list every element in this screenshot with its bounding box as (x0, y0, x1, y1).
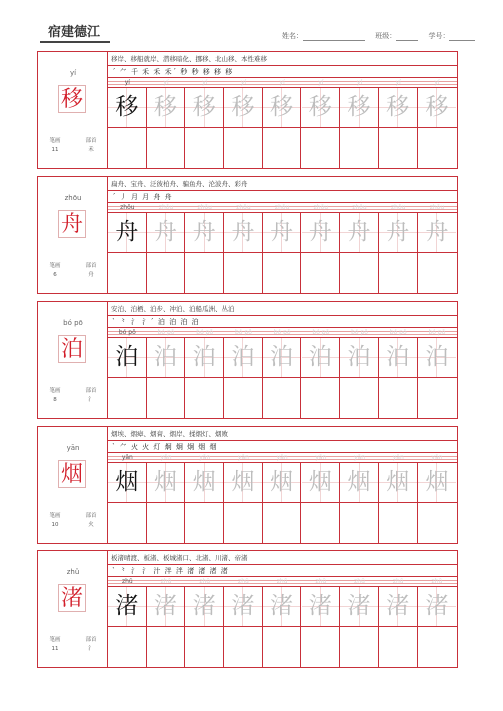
char-block (37, 176, 458, 294)
tracing-cell[interactable]: 舟 (340, 213, 379, 252)
writing-cell[interactable] (418, 627, 457, 667)
pinyin-cell: bó pō (428, 329, 446, 336)
tracing-cell[interactable]: 烟 (302, 463, 341, 502)
tracing-cell[interactable]: 舟 (108, 213, 147, 252)
tracing-cell[interactable]: 烟 (185, 463, 224, 502)
writing-cell[interactable] (147, 128, 186, 168)
writing-row (108, 253, 457, 293)
word-list: 移岸、移船就岸、潜移暗化、挪移、北山移、本性难移 (108, 52, 457, 66)
char-block (37, 301, 458, 419)
writing-cell[interactable] (147, 627, 186, 667)
char-pinyin: bó pō (63, 319, 83, 327)
practice-panel (108, 427, 457, 543)
practice-panel (108, 177, 457, 293)
pinyin-cell: zhǔ (238, 578, 249, 585)
tracing-cell[interactable]: 渚 (379, 587, 418, 626)
stroke-order: ˊ 丿 月 月 舟 舟 (108, 191, 457, 203)
pinyin-cell: zhǔ (354, 578, 365, 585)
tracing-cell[interactable]: 舟 (147, 213, 186, 252)
name-field[interactable] (303, 40, 365, 41)
pinyin-cell: yān (237, 454, 249, 461)
tracing-cell[interactable]: 移 (263, 88, 302, 127)
pinyin-cell: yí (202, 79, 208, 86)
stroke-count-value: 6 (53, 272, 57, 278)
stroke-order: ˋ ⺀ 氵 氵 汁 泮 泮 渚 渚 渚 渚 (108, 565, 457, 577)
class-label: 班级： (375, 32, 397, 40)
tracing-cell[interactable]: 移 (108, 88, 147, 127)
tracing-cell[interactable]: 泊 (108, 338, 147, 377)
pinyin-cell: yān (199, 454, 211, 461)
pinyin-cell: bó pō (312, 329, 330, 336)
radical (80, 387, 102, 405)
name-label: 姓名： (282, 32, 303, 40)
pinyin-cell: zhǔ (160, 578, 172, 585)
writing-row (108, 503, 457, 543)
pinyin-cell: yí (434, 79, 440, 86)
tracing-cell[interactable]: 泊 (224, 338, 263, 377)
tracing-cell[interactable]: 移 (147, 88, 186, 127)
pinyin-cell: bó pō (351, 329, 368, 336)
pinyin-cell: yān (354, 454, 366, 461)
pinyin-cell: yí (395, 79, 401, 86)
char-display: 泊 (58, 335, 86, 363)
writing-cell[interactable] (108, 378, 147, 418)
radical-label: 部首 (85, 388, 97, 394)
word-list: 板渚晴渡、板渚、板城渚口、北渚、川渚、帝渚 (108, 551, 457, 565)
title-underline (40, 41, 110, 43)
radical (80, 262, 102, 280)
radical-value: 火 (88, 522, 94, 528)
stroke-count (44, 137, 66, 155)
writing-cell[interactable] (379, 128, 418, 168)
tracing-cell[interactable]: 移 (185, 88, 224, 127)
char-info-panel (38, 551, 108, 667)
writing-row (108, 128, 457, 168)
tracing-cell[interactable]: 烟 (263, 463, 302, 502)
pinyin-cell: zhōu (429, 204, 445, 211)
tracing-row (108, 587, 457, 627)
writing-cell[interactable] (379, 378, 418, 418)
writing-row (108, 378, 457, 418)
stroke-count (44, 262, 66, 280)
id-label: 学号： (428, 32, 450, 40)
radical-value: 禾 (88, 147, 94, 153)
stroke-order: ˊ ⺈ 千 禾 禾 禾ˊ 秒 秒 移 移 移 (108, 66, 457, 78)
stroke-count-label: 笔画 (49, 138, 61, 144)
writing-cell[interactable] (418, 253, 457, 293)
pinyin-row (108, 328, 457, 338)
pinyin-cell: zhǔ (431, 578, 443, 585)
pinyin-cell: zhōu (236, 204, 251, 211)
radical-value: 氵 (88, 646, 94, 652)
tracing-cell[interactable]: 移 (302, 88, 341, 127)
writing-cell[interactable] (302, 128, 341, 168)
radical (80, 636, 102, 654)
pinyin-cell: yí (163, 79, 169, 86)
writing-cell[interactable] (147, 503, 186, 543)
char-display: 舟 (58, 210, 86, 238)
char-display: 移 (58, 85, 86, 113)
writing-cell[interactable] (302, 503, 341, 543)
pinyin-cell: zhōu (158, 204, 174, 211)
tracing-cell[interactable]: 渚 (108, 587, 147, 626)
stroke-count-value: 8 (53, 397, 57, 403)
pinyin-cell: zhǔ (392, 578, 404, 585)
stroke-count (44, 512, 66, 530)
stroke-count (44, 387, 66, 405)
stroke-count-label: 笔画 (49, 388, 61, 394)
writing-cell[interactable] (340, 627, 379, 667)
char-block (37, 51, 458, 169)
char-info-panel (38, 427, 108, 543)
radical-value: 氵 (88, 397, 94, 403)
pinyin-cell: yí (279, 79, 285, 86)
writing-cell[interactable] (263, 253, 302, 293)
pinyin-cell: yān (315, 454, 327, 461)
pinyin-cell: yān (160, 454, 172, 461)
writing-cell[interactable] (302, 378, 341, 418)
char-block (37, 550, 458, 668)
char-pinyin: zhǔ (66, 568, 80, 576)
class-field[interactable] (396, 40, 418, 41)
student-info-fields (282, 31, 475, 41)
tracing-cell[interactable]: 渚 (185, 587, 224, 626)
char-info-panel (38, 177, 108, 293)
id-field[interactable] (449, 40, 475, 41)
worksheet-header (0, 0, 503, 44)
writing-cell[interactable] (185, 378, 224, 418)
writing-cell[interactable] (340, 128, 379, 168)
tracing-cell[interactable]: 泊 (185, 338, 224, 377)
writing-cell[interactable] (224, 128, 263, 168)
pinyin-cell: bó pō (389, 329, 407, 336)
writing-cell[interactable] (263, 128, 302, 168)
writing-cell[interactable] (108, 627, 147, 667)
char-pinyin: yān (66, 444, 80, 452)
pinyin-cell: zhǔ (199, 578, 211, 585)
tracing-row (108, 88, 457, 128)
char-pinyin: yí (69, 69, 77, 77)
pinyin-cell: yí (318, 79, 324, 86)
pinyin-cell: yān (392, 454, 404, 461)
char-info-panel (38, 302, 108, 418)
stroke-count-label: 笔画 (49, 263, 61, 269)
radical (80, 512, 102, 530)
pinyin-cell: yān (276, 454, 288, 461)
writing-cell[interactable] (418, 128, 457, 168)
radical-label: 部首 (85, 263, 97, 269)
writing-cell[interactable] (108, 503, 147, 543)
tracing-cell[interactable]: 烟 (340, 463, 379, 502)
char-pinyin: zhōu (64, 194, 82, 202)
pinyin-row (108, 577, 457, 587)
stroke-order: ˋ ⺀ 氵 氵ˊ 泊 泊 泊 泊 (108, 316, 457, 328)
tracing-cell[interactable]: 移 (224, 88, 263, 127)
pinyin-cell: zhōu (391, 204, 406, 211)
tracing-cell[interactable]: 烟 (224, 463, 263, 502)
stroke-count-label: 笔画 (49, 513, 61, 519)
tracing-cell[interactable]: 移 (340, 88, 379, 127)
writing-cell[interactable] (185, 627, 224, 667)
writing-cell[interactable] (418, 378, 457, 418)
char-display: 渚 (58, 584, 86, 612)
pinyin-cell: zhōu (274, 204, 290, 211)
word-list: 烟埃、烟瘴、烟膏、烟岸、揉烟灯、烟败 (108, 427, 457, 441)
tracing-cell[interactable]: 渚 (147, 587, 186, 626)
radical-value: 舟 (88, 272, 94, 278)
pinyin-cell: zhōu (352, 204, 367, 211)
writing-cell[interactable] (263, 503, 302, 543)
radical-label: 部首 (85, 138, 97, 144)
tracing-cell[interactable]: 泊 (340, 338, 379, 377)
stroke-order: ˋ ⺈ 火 火 灯 炯 炯 炯 烟 烟 (108, 441, 457, 453)
pinyin-cell: bó pō (196, 329, 214, 336)
radical-label: 部首 (85, 513, 97, 519)
writing-cell[interactable] (418, 503, 457, 543)
pinyin-cell: zhǔ (276, 578, 288, 585)
pinyin-row (108, 78, 457, 88)
pinyin-cell: yí (240, 79, 247, 86)
practice-panel (108, 551, 457, 667)
tracing-cell[interactable]: 泊 (147, 338, 186, 377)
word-list: 扁舟、宝舟、泛彼柏舟、骗鱼舟、沦波舟、彩舟 (108, 177, 457, 191)
writing-cell[interactable] (302, 253, 341, 293)
writing-cell[interactable] (263, 378, 302, 418)
writing-cell[interactable] (224, 503, 263, 543)
tracing-cell[interactable]: 舟 (302, 213, 341, 252)
tracing-cell[interactable]: 烟 (147, 463, 186, 502)
writing-cell[interactable] (185, 503, 224, 543)
tracing-cell[interactable]: 舟 (224, 213, 263, 252)
tracing-cell[interactable]: 渚 (340, 587, 379, 626)
writing-cell[interactable] (147, 378, 186, 418)
char-display: 烟 (58, 460, 86, 488)
stroke-count-label: 笔画 (49, 637, 61, 643)
tracing-cell[interactable]: 泊 (263, 338, 302, 377)
pinyin-cell: yí (356, 79, 363, 86)
stroke-count (44, 636, 66, 654)
pinyin-cell: bó pō (157, 329, 175, 336)
tracing-cell[interactable]: 渚 (418, 587, 457, 626)
tracing-cell[interactable]: 移 (379, 88, 418, 127)
worksheet-title: 宿建德江 (48, 25, 101, 40)
tracing-cell[interactable]: 泊 (418, 338, 457, 377)
pinyin-cell: zhǔ (315, 578, 327, 585)
pinyin-cell: yān (431, 454, 443, 461)
tracing-cell[interactable]: 移 (418, 88, 457, 127)
writing-cell[interactable] (224, 627, 263, 667)
pinyin-cell: bó pō (235, 329, 252, 336)
practice-panel (108, 52, 457, 168)
pinyin-cell: yān (121, 454, 133, 461)
pinyin-row (108, 453, 457, 463)
char-info-panel (38, 52, 108, 168)
pinyin-cell: yí (124, 79, 130, 86)
tracing-cell[interactable]: 舟 (379, 213, 418, 252)
pinyin-cell: zhōu (313, 204, 329, 211)
tracing-row (108, 338, 457, 378)
char-block (37, 426, 458, 544)
writing-cell[interactable] (379, 503, 418, 543)
tracing-cell[interactable]: 舟 (185, 213, 224, 252)
tracing-cell[interactable]: 舟 (263, 213, 302, 252)
radical-label: 部首 (85, 637, 97, 643)
writing-cell[interactable] (185, 253, 224, 293)
writing-cell[interactable] (108, 128, 147, 168)
writing-cell[interactable] (147, 253, 186, 293)
pinyin-cell: zhǔ (121, 578, 133, 585)
writing-cell[interactable] (224, 378, 263, 418)
tracing-cell[interactable]: 舟 (418, 213, 457, 252)
pinyin-cell: zhōu (120, 204, 135, 211)
writing-cell[interactable] (340, 503, 379, 543)
stroke-count-value: 11 (51, 646, 59, 652)
writing-cell[interactable] (302, 627, 341, 667)
writing-cell[interactable] (379, 627, 418, 667)
stroke-count-value: 10 (51, 522, 59, 528)
writing-row (108, 627, 457, 667)
tracing-row (108, 463, 457, 503)
tracing-cell[interactable]: 烟 (379, 463, 418, 502)
writing-cell[interactable] (340, 253, 379, 293)
stroke-count-value: 11 (51, 147, 59, 153)
radical (80, 137, 102, 155)
writing-cell[interactable] (263, 627, 302, 667)
tracing-cell[interactable]: 泊 (379, 338, 418, 377)
pinyin-cell: bó pō (118, 329, 136, 336)
pinyin-cell: bó pō (273, 329, 291, 336)
tracing-cell[interactable]: 渚 (302, 587, 341, 626)
writing-cell[interactable] (379, 253, 418, 293)
tracing-cell[interactable]: 烟 (108, 463, 147, 502)
pinyin-row (108, 203, 457, 213)
writing-cell[interactable] (108, 253, 147, 293)
tracing-cell[interactable]: 泊 (302, 338, 341, 377)
writing-cell[interactable] (340, 378, 379, 418)
pinyin-cell: zhōu (197, 204, 212, 211)
tracing-cell[interactable]: 渚 (263, 587, 302, 626)
word-list: 安泊、泊栖、泊步、冲泊、泊船瓜洲、丛泊 (108, 302, 457, 316)
tracing-cell[interactable]: 烟 (418, 463, 457, 502)
practice-panel (108, 302, 457, 418)
tracing-cell[interactable]: 渚 (224, 587, 263, 626)
writing-cell[interactable] (185, 128, 224, 168)
writing-cell[interactable] (224, 253, 263, 293)
tracing-row (108, 213, 457, 253)
